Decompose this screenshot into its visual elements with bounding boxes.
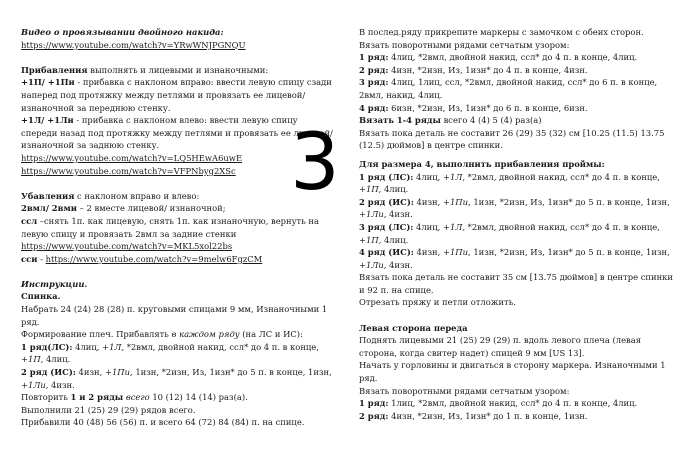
row-label: 1 ряд (ЛС):	[359, 171, 414, 182]
video-link-line	[21, 39, 336, 52]
row-increase: +1Л,	[442, 171, 465, 182]
row-text: 1изн, *2изн, Из, 1изн* до 5 п. в конце, 1изн,	[132, 367, 332, 378]
row-label: 2 ряд:	[359, 64, 389, 75]
left-front-heading: Левая сторона переда	[359, 322, 468, 333]
row-increase: +1Пи,	[442, 196, 471, 207]
row-increase: +1Ли,	[359, 259, 387, 270]
repeat-bold: 1 и 2 ряды	[70, 392, 124, 403]
repeat-rows-line	[359, 114, 679, 127]
right-column	[359, 26, 679, 422]
decrease-2vm-term: 2вмл/ 2вми	[21, 203, 77, 214]
cut-yarn-line: Отрезать пряжу и петли отложить.	[359, 297, 516, 308]
size4-heading: Для размера 4, выполнить прибавления проймы:	[359, 158, 605, 169]
repeat-rows-bold: Вязать 1-4 ряды	[359, 115, 441, 126]
added-stitches: Прибавили 40 (48) 56 (56) п. и всего 64 (72) 84 (84) п. на спице.	[21, 417, 305, 428]
front-row-2	[359, 410, 679, 423]
decrease-2vm-text: – 2 вместе лицевой/ изнаночной;	[76, 203, 226, 214]
page-number: 3	[290, 118, 340, 208]
increase-left-term: +1Л/ +1Ли	[21, 115, 74, 126]
decrease-ssi-term: сси	[21, 253, 38, 264]
decrease-ssl-text: –снять 1п. как лицевую, снять 1п. как изнаночную, вернуть на левую спицу и провязать 2вмл за задние стенки	[21, 215, 319, 239]
increase-link-1[interactable]: https://www.youtube.com/watch?v=LQ5HEwA6uwE	[21, 152, 243, 163]
row-text: 1лиц, *2вмл, двойной накид, ссл* до 4 п. в конце, 4лиц.	[388, 398, 638, 409]
row-text: 4лиц,	[413, 221, 443, 232]
decrease-ssi-desc	[21, 253, 336, 266]
row-text: 4лиц,	[72, 341, 103, 352]
row-increase: +1Ли,	[359, 209, 387, 220]
row-increase: +1Л,	[442, 221, 465, 232]
row-label: 1 ряд:	[359, 398, 389, 409]
row-text: 4лиц, *2вмл, двойной накид, ссл* до 4 п. в конце, 4лиц.	[388, 52, 638, 63]
row-text: 1изн, *2изн, Из, 1изн* до 5 п. в конце, 1изн,	[470, 247, 670, 258]
decrease-link-line-1	[21, 240, 336, 253]
shoulders-post: (на ЛС и ИС):	[239, 329, 303, 340]
increases-intro	[21, 64, 336, 77]
markers-line: В послед.ряду прикрепите маркеры с замочком с обеих сторон.	[359, 27, 644, 37]
row-label: 3 ряд (ЛС):	[359, 221, 414, 232]
increase-right-term: +1П/ +1Пи	[21, 77, 75, 88]
row-text: 1изн, *2изн, Из, 1изн* до 5 п. в конце, 1изн,	[470, 196, 670, 207]
video-link[interactable]: https://www.youtube.com/watch?v=YRwWNJPGNQU	[21, 39, 246, 50]
increase-left-text: - прибавка с наклоном влево: ввести левую спицу спереди назад под протяжку между петлями и провязать ее лицевой/ изнаночной за заднюю стенку.	[21, 115, 333, 151]
row-text: 4изн.	[386, 209, 413, 220]
row-label: 4 ряд (ИС):	[359, 247, 414, 258]
decrease-ssl-desc	[21, 215, 336, 240]
row-increase: +1Пи,	[104, 367, 133, 378]
repeat-em: всего	[123, 392, 150, 403]
row-text: *2вмл, двойной накид, ссл* до 4 п. в конце,	[124, 341, 319, 352]
row-text: 4изн,	[413, 247, 443, 258]
row-increase: +1Пи,	[442, 247, 471, 258]
repeat-pre: Повторить	[21, 392, 71, 403]
decrease-link-2[interactable]: https://www.youtube.com/watch?v=9melw6FgzCM	[45, 253, 263, 264]
decreases-heading: Убавления	[21, 190, 75, 201]
armhole-row-3	[359, 221, 679, 246]
row-text: *2вмл, двойной накид, ссл* до 4 п. в конце,	[464, 221, 660, 232]
until-35-line: Вязать пока деталь не составит 35 см [13.75 дюймов] в центре спинки и 92 п. на спице.	[359, 272, 673, 295]
row-text: 4изн,	[75, 367, 105, 378]
shoulders-em: в каждом ряду	[171, 329, 240, 340]
row-label: 1 ряд(ЛС):	[21, 341, 73, 352]
done-rows: Выполнили 21 (25) 29 (29) рядов всего.	[21, 404, 196, 415]
decrease-link-1[interactable]: https://www.youtube.com/watch?v=MKL5xol22bs	[21, 241, 233, 252]
row-label: 2 ряд (ИС):	[359, 196, 414, 207]
row-text: *2вмл, двойной накид, ссл* до 4 п. в конце,	[464, 171, 660, 182]
increase-right-desc	[21, 76, 336, 114]
start-neck-line: Начать у горловины и двигаться в сторону маркера. Изнаночными 1 ряд.	[359, 360, 666, 384]
repeat-post: 10 (12) 14 (14) раз(а).	[149, 392, 248, 403]
mesh-row-2	[359, 64, 679, 77]
row-label: 2 ряд:	[359, 410, 389, 421]
instructions-heading: Инструкции.	[21, 278, 88, 289]
row-text: 4лиц.	[381, 234, 409, 245]
armhole-row-2	[359, 196, 679, 221]
repeat-rows-text: всего 4 (4) 5 (4) раз(а)	[440, 115, 542, 126]
row-label: 4 ряд:	[359, 102, 389, 113]
mesh-row-4	[359, 102, 679, 115]
row-text: 4лиц, 1лиц, ссл, *2вмл, двойной накид, ссл* до 6 п. в конце, 2вмл, накид, 4лиц.	[359, 77, 658, 100]
row-text: 4изн.	[48, 379, 75, 390]
row-increase: +1Ли,	[21, 379, 49, 390]
left-column	[21, 26, 336, 429]
increase-right-text: - прибавка с наклоном вправо: ввести левую спицу сзади наперед под протяжку между петлями и провязать ее лицевой/ изнаночной за переднюю стенку.	[21, 77, 332, 113]
back-heading: Спинка.	[21, 291, 61, 302]
mesh-row-3	[359, 76, 679, 101]
increases-heading-rest: выполнять и лицевыми и изнаночными:	[87, 64, 269, 75]
row-label: 2 ряд (ИС):	[21, 367, 76, 378]
shoulders-pre: Формирование плеч. Прибавлять	[21, 329, 172, 340]
decrease-ssl-term: ссл	[21, 215, 38, 226]
mesh-row-1	[359, 51, 679, 64]
back-row-1	[21, 341, 336, 366]
pickup-line: Поднять лицевыми 21 (25) 29 (29) п. вдоль левого плеча (левая сторона, когда свитер надет) спицей 9 мм [US 13].	[359, 335, 642, 358]
row-text: 6изн, *2изн, Из, 1изн* до 6 п. в конце, 6изн.	[388, 102, 588, 113]
back-row-2	[21, 366, 336, 391]
decrease-ssi-sep: -	[37, 253, 46, 264]
armhole-row-4	[359, 246, 679, 271]
row-label: 3 ряд:	[359, 77, 389, 88]
decreases-heading-rest: с наклоном вправо и влево:	[74, 190, 200, 201]
increase-link-2[interactable]: https://www.youtube.com/watch?v=VFPNbyg2XSc	[21, 165, 236, 176]
video-title: Видео о провязывании двойного накида:	[21, 27, 224, 37]
row-text: 4изн.	[386, 259, 413, 270]
increases-heading: Прибавления	[21, 64, 88, 75]
until-26-line: Вязать пока деталь не составит 26 (29) 35 (32) см [10.25 (11.5) 13.75 (12.5) дюймов] в центре спинки.	[359, 127, 665, 151]
row-label: 1 ряд:	[359, 52, 389, 63]
turn-rows-line-2: Вязать поворотными рядами сетчатым узором:	[359, 385, 570, 396]
repeat-line	[21, 391, 336, 404]
row-text: 4лиц.	[381, 184, 409, 195]
row-increase: +1П,	[359, 184, 382, 195]
row-text: 4изн, *2изн, Из, 1изн* до 1 п. в конце, 1изн.	[388, 410, 588, 421]
row-text: 4лиц,	[413, 171, 443, 182]
turn-rows-line: Вязать поворотными рядами сетчатым узором:	[359, 39, 570, 50]
shoulders-line	[21, 328, 336, 341]
front-row-1	[359, 397, 679, 410]
row-increase: +1П,	[21, 354, 44, 365]
row-increase: +1П,	[359, 234, 382, 245]
row-increase: +1Л,	[102, 341, 125, 352]
row-text: 4изн, *2изн, Из, 1изн* до 4 п. в конце, 4изн.	[388, 64, 588, 75]
back-cast-on: Набрать 24 (24) 28 (28) п. круговыми спицами 9 мм, Изнаночными 1 ряд.	[21, 304, 328, 327]
armhole-row-1	[359, 171, 679, 196]
row-text: 4лиц.	[43, 354, 71, 365]
row-text: 4изн,	[413, 196, 443, 207]
